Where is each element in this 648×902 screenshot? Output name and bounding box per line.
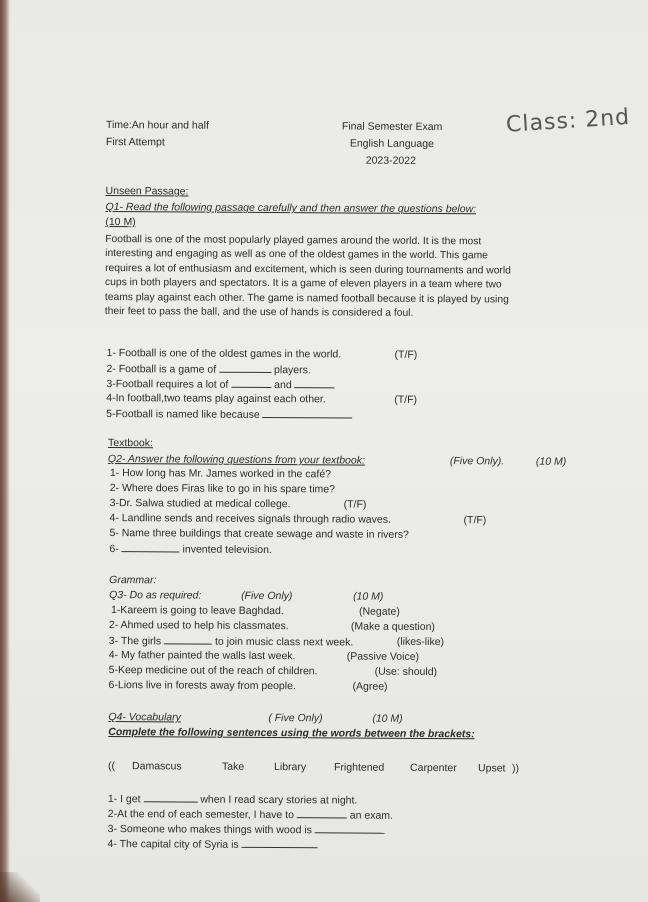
q3-item-3: 3- The girls to join music class next week. — [108, 635, 354, 649]
passage-line: interesting and engaging as well as one of the oldest games in the world. This game — [105, 248, 488, 262]
word-bank-close: )) — [511, 762, 520, 775]
paper-corner-shadow — [0, 872, 40, 902]
handwritten-class-note: Class: 2nd — [505, 104, 631, 138]
exam-year: 2023-2022 — [365, 154, 416, 167]
q4-item-3: 3- Someone who makes things with wood is — [108, 821, 385, 838]
q2-item-4: 4- Landline sends and receives signals through radio waves. — [109, 512, 391, 526]
answer-blank[interactable] — [122, 541, 180, 552]
q1-item-4-tag: (T/F) — [394, 393, 418, 406]
word-bank-word: Damascus — [132, 760, 182, 773]
answer-blank[interactable] — [295, 377, 335, 388]
q1-marks: (10 M) — [105, 215, 136, 229]
q1-section-title: Unseen Passage: — [105, 184, 189, 198]
word-bank-word: Carpenter — [409, 761, 457, 775]
word-bank-open: (( — [108, 760, 116, 773]
q2-item-4-tag: (T/F) — [463, 514, 487, 527]
q2-item-3-tag: (T/F) — [343, 498, 367, 511]
answer-blank[interactable] — [219, 362, 271, 373]
answer-blank[interactable] — [263, 407, 353, 419]
q4-word-bank — [108, 759, 528, 775]
q2-section-title: Textbook: — [107, 437, 154, 450]
q3-item-4-tag: (Passive Voice) — [346, 650, 420, 663]
q4-item-1: 1- I get when I read scary stories at night. — [107, 793, 358, 807]
q3-item-1: 1-Kareem is going to leave Baghdad. — [110, 604, 284, 618]
q3-item-4: 4- My father painted the walls last week. — [108, 649, 296, 663]
q3-item-5-tag: (Use: should) — [374, 665, 438, 679]
word-bank-word: Library — [274, 761, 307, 774]
q4-instruction: Complete the following sentences using the words between the brackets: — [108, 726, 475, 741]
q2-item-3: 3-Dr. Salwa studied at medical college. — [109, 497, 291, 511]
answer-blank[interactable] — [315, 822, 385, 833]
exam-title: Final Semester Exam — [341, 120, 443, 134]
word-bank-word: Upset — [477, 762, 506, 775]
answer-blank[interactable] — [231, 377, 271, 388]
q3-note: (Five Only) — [241, 589, 293, 603]
q3-item-3-tag: (likes-like) — [396, 635, 445, 649]
passage-line: their feet to pass the ball, and the use of hands is considered a foul. — [104, 306, 414, 319]
passage-line: Football is one of the most popularly played games around the world. It is the most — [105, 233, 482, 248]
passage-line: requires a lot of enthusiasm and excitement, which is seen during tournaments and world — [105, 262, 511, 277]
paper-edge-shadow — [0, 0, 10, 902]
exam-attempt: First Attempt — [105, 135, 165, 149]
q1-item-4: 4-In football,two teams play against each other. — [106, 392, 326, 406]
q3-item-5: 5-Keep medicine out of the reach of children. — [108, 664, 318, 678]
exam-time: Time:An hour and half — [105, 118, 209, 132]
q2-item-5: 5- Name three buildings that create sewage and waste in rivers? — [109, 527, 409, 541]
q1-item-3: 3-Football requires a lot of and — [106, 376, 334, 392]
exam-subject: English Language — [349, 137, 434, 151]
q3-item-6-tag: (Agree) — [352, 680, 388, 693]
q1-item-1: 1- Football is one of the oldest games in the world. — [106, 347, 342, 361]
answer-blank[interactable] — [297, 807, 347, 818]
q4-item-4: 4- The capital city of Syria is — [108, 836, 318, 852]
q3-section-title: Grammar: — [109, 574, 157, 587]
answer-blank[interactable] — [143, 791, 197, 802]
q3-item-2-tag: (Make a question) — [350, 620, 435, 634]
q3-marks: (10 M) — [353, 590, 384, 603]
q2-item-1: 1- How long has Mr. James worked in the café? — [109, 467, 332, 481]
word-bank-word: Frightened — [334, 761, 385, 774]
q1-item-1-tag: (T/F) — [394, 348, 418, 361]
q2-heading-row: Q2- Answer the following questions from your textbook: (Five Only). (10 M) — [107, 453, 567, 468]
q4-heading-row: Q4- Vocabulary ( Five Only) (10 M) — [108, 711, 403, 725]
answer-blank[interactable] — [242, 837, 318, 848]
q3-item-2: 2- Ahmed used to help his classmates. — [108, 619, 289, 633]
answer-blank[interactable] — [164, 633, 212, 644]
word-bank-word: Take — [222, 760, 245, 773]
passage-line: teams play against each other. The game is named football because it is played by using — [104, 291, 509, 306]
q2-item-2: 2- Where does Firas like to go in his spare time? — [109, 482, 336, 496]
q1-item-2: 2- Football is a game of players. — [106, 363, 311, 377]
q2-item-6: 6- invented television. — [109, 543, 272, 557]
q3-item-6: 6-Lions live in forests away from people. — [108, 679, 296, 693]
passage-line: cups in both players and spectators. It is a game of eleven players in a team where two — [104, 277, 502, 291]
exam-content — [104, 104, 631, 851]
q1-item-5: 5-Football is named like because — [106, 406, 353, 423]
q4-item-2: 2-At the end of each semester, I have to an exam. — [107, 808, 394, 822]
q3-item-1-tag: (Negate) — [358, 605, 400, 618]
q3-heading: Q3- Do as required: — [109, 589, 202, 602]
q1-heading: Q1- Read the following passage carefully and then answer the questions below: — [105, 200, 477, 216]
q1-passage — [105, 233, 576, 322]
